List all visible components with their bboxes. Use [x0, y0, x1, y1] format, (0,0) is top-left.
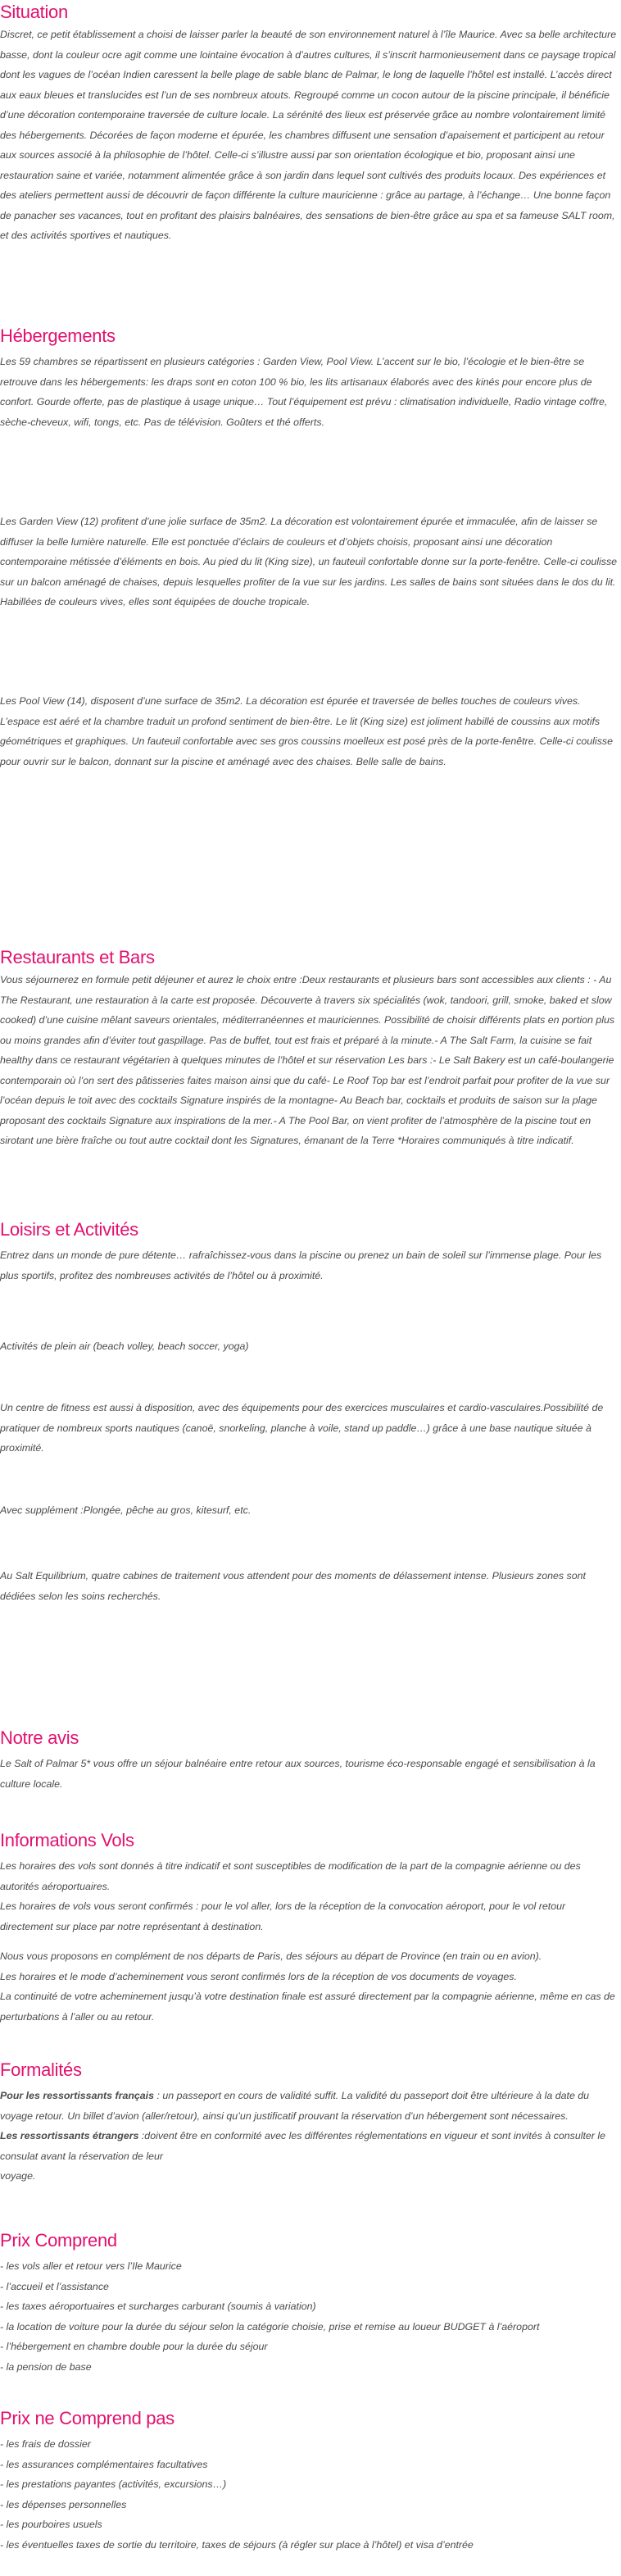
- list-item: - la location de voiture pour la durée du séjour selon la catégorie choisie, prise et remise au loueur BUDGET à l’aéroport: [0, 2320, 540, 2333]
- section-avis: [0, 1726, 618, 1794]
- loisirs-text-4: Avec supplément :Plongée, pêche au gros, kitesurf, etc.: [0, 1504, 252, 1516]
- list-item: - les frais de dossier: [0, 2438, 91, 2450]
- vols-text-1b: Les horaires de vols vous seront confirmés : pour le vol aller, lors de la réception de la convocation aéroport, pour le vol retour directement sur place par notre représentant à destination.: [0, 1900, 566, 1932]
- prix-comprend-list: [0, 2256, 618, 2377]
- loisirs-text-1: Entrez dans un monde de pure détente… rafraîchissez-vous dans la piscine ou prenez un bain de soleil sur l’immense plage. Pour les plus sportifs, profitez des nombreuses activités de l’hôtel ou à proximité.: [0, 1249, 602, 1281]
- list-item: - les éventuelles taxes de sortie du territoire, taxes de séjours (à régler sur place à l’hôtel) et visa d’entrée: [0, 2538, 474, 2551]
- section-title: Loisirs et Activités: [0, 1219, 138, 1240]
- loisirs-text-2: Activités de plein air (beach volley, beach soccer, yoga): [0, 1340, 249, 1352]
- list-item: - l’hébergement en chambre double pour la durée du séjour: [0, 2341, 268, 2352]
- list-item: - les pourboires usuels: [0, 2519, 102, 2530]
- section-title: Notre avis: [0, 1727, 79, 1748]
- loisirs-fitness: [0, 1398, 618, 1459]
- vols-text-2b: Les horaires et le mode d’acheminement vous seront confirmés lors de la réception de vos documents de voyages.: [0, 1970, 517, 1982]
- garden-view-text: Les Garden View (12) profitent d’une jolie surface de 35m2. La décoration est volontairement épurée et immaculée, afin de laisser se diffuser la belle lumière naturelle. Elle est ponctuée d’éclairs de couleurs et d’objets choisis, proposant ainsi une décoration contemporaine métissée d’éléments en bois. Au pied du lit (King size), un fauteuil confortable donne sur la porte-fenêtre. Celle-ci coulisse sur un balcon aménagé de chaises, depuis lesquelles profiter de la vue sur les jardins. Les salles de bains sont situées dans le dos du lit. Habillées de couleurs vives, elles sont équipées de douche tropicale.: [0, 516, 618, 608]
- section-title: Hébergements: [0, 325, 116, 346]
- section-text: Discret, ce petit établissement a choisi de laisser parler la beauté de son environnement naturel à l’île Maurice. Avec sa belle architecture basse, dont la couleur ocre agit comme une lointaine évocation à d’autres cultures, il s’inscrit harmonieusement dans ce paysage tropical dont les vagues de l’océan Indien caressent la belle plage de sable blanc de Palmar, le long de laquelle l’hôtel est installé. L’accès direct aux eaux bleues et translucides est l’un de ses nombreux atouts. Regroupé comme un cocon autour de la piscine principale, il bénéficie d’une décoration contemporaine traversée de culture locale. La sérénité des lieux est préservée grâce au nombre volontairement limité des hébergements. Décorées de façon moderne et épurée, les chambres diffusent une sensation d’apaisement et participent au retour aux sources associé à la philosophie de l’hôtel. Celle-ci s’illustre aussi par son orientation écologique et bio, proposant ainsi une restauration saine et variée, notamment alimentée grâce à son jardin dans lequel sont cultivés des produits locaux. Des expériences et des ateliers permettent aussi de découvrir de façon différente la culture mauricienne : grâce au partage, à l’échange… Une bonne façon de panacher ses vacances, tout en profitant des plaisirs balnéaires, des sensations de bien-être grâce au spa et sa fameuse SALT room, et des activités sportives et nautiques.: [0, 29, 617, 241]
- pool-view-text: Les Pool View (14), disposent d’une surface de 35m2. La décoration est épurée et traversée de belles touches de couleurs vives. L’espace est aéré et la chambre traduit un profond sentiment de bien-être. Le lit (King size) est joliment habillé de coussins aux motifs géométriques et graphiques. Un fauteuil confortable avec ses gros coussins moelleux est posé près de la porte-fenêtre. Celle-ci coulisse pour ouvrir sur le balcon, donnant sur la piscine et aménagé avec des chaises. Belle salle de bains.: [0, 695, 613, 767]
- section-title: Formalités: [0, 2059, 82, 2080]
- formalites-francais-label: Pour les ressortissants français: [0, 2090, 155, 2101]
- list-item: - les assurances complémentaires facultatives: [0, 2458, 208, 2470]
- loisirs-text-3: Un centre de fitness est aussi à disposition, avec des équipements pour des exercices musculaires et cardio-vasculaires.Possibilité de pratiquer de nombreux sports nautiques (canoë, snorkeling, planche à voile, stand up paddle…) grâce à une base nautique située à proximité.: [0, 1402, 604, 1454]
- section-hebergements: [0, 324, 618, 432]
- formalites-etrangers: [0, 2126, 618, 2166]
- list-item: - l’accueil et l’assistance: [0, 2280, 109, 2292]
- list-item: - la pension de base: [0, 2360, 92, 2373]
- section-title: Prix ne Comprend pas: [0, 2408, 175, 2428]
- loisirs-plein-air: [0, 1336, 618, 1357]
- list-item: - les prestations payantes (activités, excursions…): [0, 2478, 227, 2490]
- prix-ne-comprend-list: [0, 2434, 618, 2555]
- section-formalites: [0, 2058, 618, 2187]
- vols-text-1a: Les horaires des vols sont donnés à titre indicatif et sont susceptibles de modification de la part de la compagnie aérienne ou des autorités aéroportuaires.: [0, 1860, 581, 1892]
- hebergements-garden-view: [0, 512, 618, 612]
- section-title: Informations Vols: [0, 1830, 134, 1850]
- section-situation: [0, 0, 618, 246]
- section-restaurants: [0, 945, 618, 1151]
- hebergements-intro: Les 59 chambres se répartissent en plusieurs catégories : Garden View, Pool View. L’accent sur le bio, l’écologie et le bien-être se retrouve dans les hébergements: les draps sont en coton 100 % bio, les lits artisanaux élaborés avec des kinés pour encore plus de confort. Gourde offerte, pas de plastique à usage unique… Tout l’équipement est prévu : climatisation individuelle, Radio vintage coffre, sèche-cheveux, wifi, tongs, etc. Pas de télévision. Goûters et thé offerts.: [0, 356, 608, 428]
- formalites-francais-text: : un passeport en cours de validité suffit. La validité du passeport doit être ultérieure à la date du voyage retour. Un billet d’avion (aller/retour), ainsi qu’un justificatif prouvant la réservation d’un hébergement sont nécessaires.: [0, 2090, 590, 2122]
- section-title: Restaurants et Bars: [0, 947, 155, 967]
- loisirs-text-5: Au Salt Equilibrium, quatre cabines de traitement vous attendent pour des moments de délassement intense. Plusieurs zones sont dédiées selon les soins recherchés.: [0, 1570, 586, 1602]
- formalites-etrangers-end: voyage.: [0, 2170, 36, 2182]
- section-prix-ne-comprend-pas: [0, 2406, 618, 2555]
- loisirs-spa: [0, 1566, 618, 1606]
- formalites-francais: [0, 2086, 618, 2126]
- section-title: Situation: [0, 2, 68, 22]
- list-item: - les vols aller et retour vers l’Ile Maurice: [0, 2260, 182, 2272]
- vols-text-2a: Nous vous proposons en complément de nos départs de Paris, des séjours au départ de Province (en train ou en avion).: [0, 1950, 542, 1962]
- hebergements-pool-view: [0, 691, 618, 771]
- formalites-etrangers-text: :doivent être en conformité avec les différentes réglementations en vigueur et sont invités à consulter le consulat avant la réservation de leur: [0, 2130, 606, 2162]
- formalites-etrangers-label: Les ressortissants étrangers: [0, 2130, 139, 2141]
- vols-text-2c: La continuité de votre acheminement jusqu’à votre destination finale est assuré directement par la compagnie aérienne, même en cas de perturbations à l’aller ou au retour.: [0, 1991, 615, 2023]
- section-vols: [0, 1828, 618, 2027]
- section-text: Vous séjournerez en formule petit déjeuner et aurez le choix entre :Deux restaurants et plusieurs bars sont accessibles aux clients : - Au The Restaurant, une restauration à la carte est proposée. Découverte à travers six spécialités (wok, tandoori, grill, smoke, baked et slow cooked) d’une cuisine mêlant saveurs orientales, méditerranéennes et mauriciennes. Possibilité de choisir différents plats en portion plus ou moins grandes afin d’éviter tout gaspillage. Pas de buffet, tout est frais et préparé à la minute.- A The Salt Farm, la cuisine se fait healthy dans ce restaurant végétarien à quelques minutes de l’hôtel et sur réservation Les bars :- Le Salt Bakery est un café-boulangerie contemporain où l’on sert des pâtisseries faites maison ainsi que du café- Le Roof Top bar est l’endroit parfait pour profiter de la vue sur l’océan depuis le toit avec des cocktails Signature inspirés de la montagne- Au Beach bar, cocktails et produits de saison sur la plage proposant des cocktails Signature aux inspirations de la mer.- A The Pool Bar, on vient profiter de l’atmosphère de la piscine tout en sirotant une bière fraîche ou tout autre cocktail dont les Signatures, émanant de la Terre *Horaires communiqués à titre indicatif.: [0, 974, 615, 1146]
- section-title: Prix Comprend: [0, 2230, 117, 2251]
- section-prix-comprend: [0, 2228, 618, 2377]
- section-loisirs: [0, 1217, 618, 1286]
- section-text: Le Salt of Palmar 5* vous offre un séjour balnéaire entre retour aux sources, tourisme éco-responsable engagé et sensibilisation à la culture locale.: [0, 1758, 596, 1790]
- list-item: - les taxes aéroportuaires et surcharges carburant (soumis à variation): [0, 2301, 316, 2312]
- loisirs-supplement: [0, 1500, 618, 1521]
- list-item: - les dépenses personnelles: [0, 2498, 127, 2510]
